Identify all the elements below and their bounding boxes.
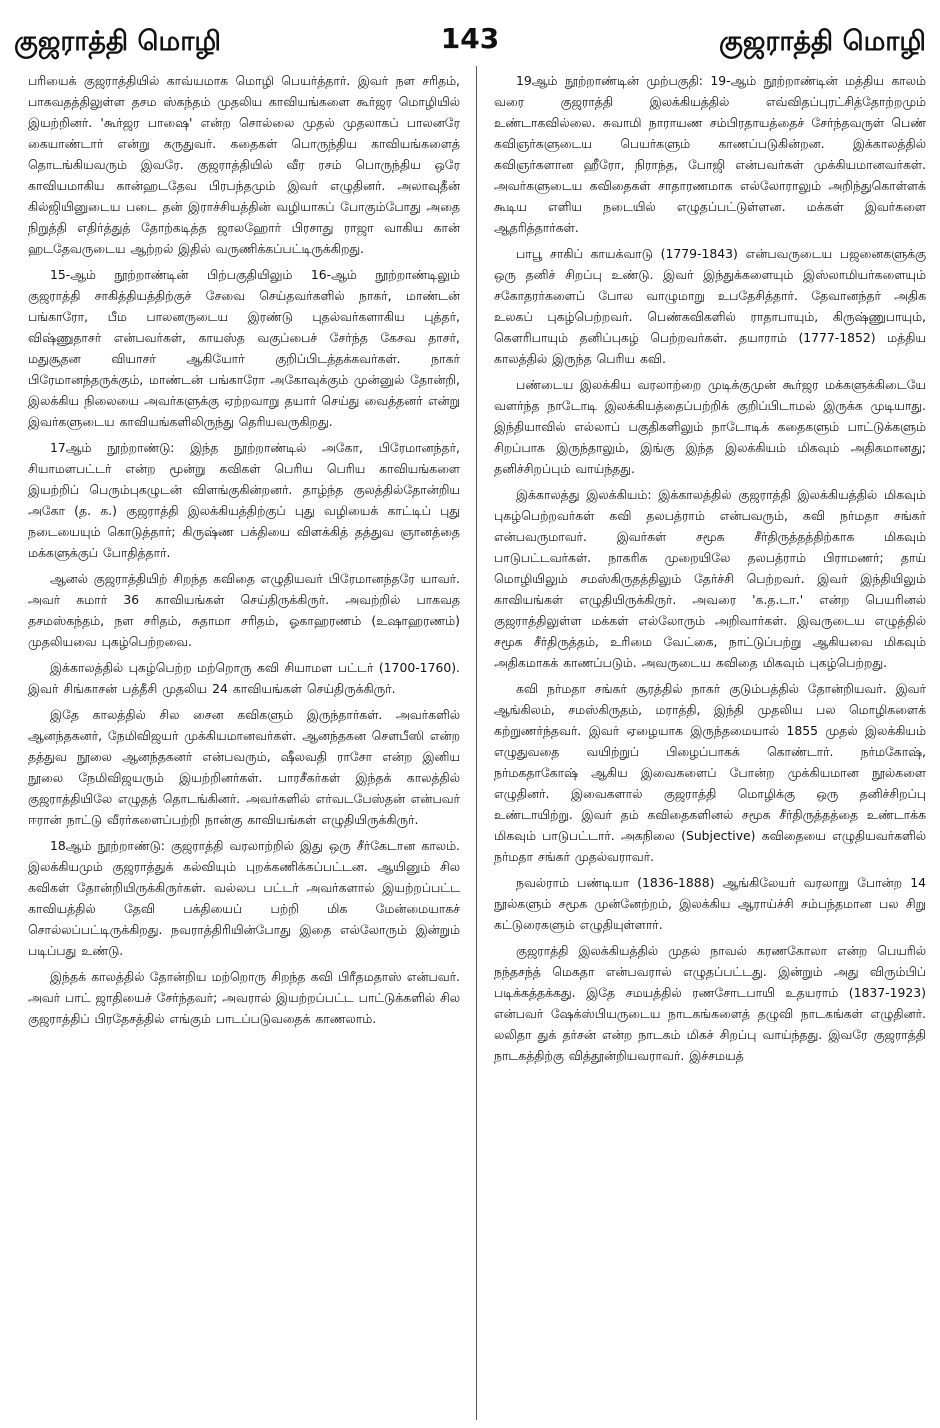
paragraph: 18ஆம் நூற்றாண்டு: குஜராத்தி வரலாற்றில் இது ஒரு சீர்கேடான காலம். இலக்கியமும் குஜராத்துக் கல்வியும் புறக்கணிக்கப்பட்டன. ஆயினும் சில கவிகள் தோன்றியிருக்கிருர்கள். வல்லப பட்டர் அவர்களால் இயற்றப்பட்ட காவியத்தில் தேவி பக்தியைப் பற்றி மிக மேன்மையாகச் சொல்லப்பட்டிருக்கிறது. நவராத்திரியின்போது இதை எல்லோரும் இன்றும் படிப்பது உண்டு.	[28, 838, 460, 958]
paragraph: பண்டைய இலக்கிய வரலாற்றை முடிக்குமுன் கூர்ஜர மக்களுக்கிடையே வளர்ந்த நாடோடி இலக்கியத்தைப்பற்றிக் குறிப்பிடாமல் இருக்க முடியாது. இந்தியாவில் எல்லாப் பகுதிகளிலும் நாடோடிக் கதைகளும் பாட்டுக்களும் சிறப்பாக இருந்தாலும், இங்கு இந்த இலக்கியம் மிகவும் அதிகமானது; தனிச்சிறப்பும் வாய்ந்தது.	[494, 377, 926, 476]
paragraph: குஜராத்தி இலக்கியத்தில் முதல் நாவல் கரணகோலா என்ற பெயரில் நந்தசந்த் மெகதா என்பவரால் எழுதப்பட்டது. இன்றும் அது விரும்பிப் படிக்கத்தக்கது. இதே சமயத்தில் ரணசோடபாயி உதயராம் (1837-1923) என்பவர் ஷேக்ஸ்பியருடைய நாடகங்களைத் தழுவி நாடகங்கள் எழுதினர். லலிதா துக் தர்சன் என்ற நாடகம் மிகச் சிறப்பு வாய்ந்தது. இவரே குஜராத்தி நாடகத்திற்கு வித்தூன்றியவராவர். இச்சமயத்	[494, 943, 926, 1063]
paragraph: பாபூ சாகிப் காயக்வாடு (1779-1843) என்பவருடைய பஜனைகளுக்கு ஒரு தனிச் சிறப்பு உண்டு. இவர் இந்துக்களையும் இஸ்லாமியர்களையும் சகோதரர்களைப் போல வாழுமாறு உபதேசித்தார். தேவானந்தர் அதிக உலகப் புகழ்பெற்றவர். பெண்கவிகளில் ராதாபாயும், கிருஷ்ணுபாயும், கௌரிபாயும் தனிப்புகழ் பெற்றவர்கள். தயாராம் (1777-1852) மத்திய காலத்தில் இருந்த பெரிய கவி.	[494, 246, 926, 366]
paragraph: பரியைக் குஜராத்தியில் காவ்யமாக மொழி பெயர்த்தார். இவர் நள சரிதம், பாகவதத்திலுள்ள தசம ஸ்கந்தம் முதலிய காவியங்களை கூர்ஜர மொழியில் இயற்றினர். 'கூர்ஜர பாஷை' என்ற சொல்லை முதல் முதலாகப் பாலனரே கையாண்டார் என்று கருதுவர். கதைகள் பொருந்திய காவியங்களைத் தொடங்கியவரும் இவரே. குஜராத்தியில் வீர ரசம் பொருந்திய ஒரே காவியமாகிய கான்ஹடதேவ பிரபந்தமும் இவர் எழுதினர். அலாவுதீன் கில்ஜியினுடைய படை தன் இராச்சியத்தின் வழியாகப் போகும்போது அதை நிறுத்தி எதிர்த்துத் தோற்கடித்த ஜாலஹோர் பிரசாது ராஜா வாகிய கான் ஹடதேவருடைய ஆற்றல் இதில் வருணிக்கப்பட்டிருக்கிறது.	[28, 73, 460, 256]
column-divider	[476, 66, 477, 1420]
paragraph: இக்காலத்து இலக்கியம்: இக்காலத்தில் குஜராத்தி இலக்கியத்தில் மிகவும் புகழ்பெற்றவர்கள் கவி தலபத்ராம் என்பவரும், கவி நர்மதா சங்கர் என்பவருமாவர். இவர்கள் சமூக சீர்திருத்தத்திற்காக மிகவும் பாடுபட்டவர்கள். நாகரிக முறையிலே தலபத்ராம் பிராமணர்; தாய் மொழியிலும் சமஸ்கிருதத்திலும் தேர்ச்சி பெற்றவர். இவர் இந்தியிலும் காவியங்கள் எழுதியிருக்கிருர். அவரை 'க.த.டா.' என்ற பெயரினல் குஜராத்திலுள்ள மக்கள் எல்லோரும் அறிவார்கள். இவருடைய எழுத்தில் சமூக சீர்திருத்தம், உரிமை வேட்கை, நாட்டுப்பற்று ஆகியவை மிகவும் அதிகமாகக் காணப்படும். அவருடைய கவிதை மிகவும் புகழ்பெற்றது.	[494, 487, 926, 670]
page-header	[0, 0, 940, 70]
left-column	[28, 70, 460, 1422]
running-title-right: குஜராத்தி மொழி	[719, 26, 926, 57]
paragraph: 17ஆம் நூற்றாண்டு: இந்த நூற்றாண்டில் அகோ, பிரேமானந்தர், சியாமளபட்டர் என்ற மூன்று கவிகள் பெரிய பெரிய காவியங்களை இயற்றிப் பெரும்புகழுடன் விளங்குகின்றனர். தாழ்ந்த குலத்தில்தோன்றிய அகோ (த. க.) குஜராத்தி இலக்கியத்திற்குப் புது வழியைக் காட்டிப் புது நடையையும் கொடுத்தார்; கிருஷ்ண பக்தியை விளக்கித் தத்துவ ஞானத்தை மக்களுக்குப் போதித்தார்.	[28, 440, 460, 560]
paragraph: இந்தக் காலத்தில் தோன்றிய மற்றொரு சிறந்த கவி பிரீதமதாஸ் என்பவர். அவர் பாட் ஜாதியைச் சேர்ந்தவர்; அவரால் இயற்றப்பட்ட பாட்டுக்களில் சில குஜராத்திப் பிரதேசத்தில் எங்கும் பாடப்படுவதைக் காணலாம்.	[28, 969, 460, 1026]
paragraph: 15-ஆம் நூற்றாண்டின் பிற்பகுதியிலும் 16-ஆம் நூற்றாண்டிலும் குஜராத்தி சாகித்தியத்திற்குச் சேவை செய்தவர்களில் நாகர், மாண்டன் பங்காரோ, பீம பாலனருடைய இரண்டு புதல்வர்களாகிய புத்தர், விஷ்ணுதாசர் என்பவர்கள், காயஸ்த வகுப்பைச் சேர்ந்த கேசவ தாசர், மதுசூதன வியாசர் ஆகியோர் குறிப்பிடத்தக்கவர்கள். நாகர் பிரேமானந்தருக்கும், மாண்டன் பங்காரோ அகோவுக்கும் முன்னுல் தோன்றி, இலக்கிய நிலையை அவர்களுக்கு ஏற்றவாறு தயார் செய்து வைத்தனர் என்று இவர்களுடைய காவியங்களிலிருந்து தெரியவருகிறது.	[28, 267, 460, 429]
paragraph: இதே காலத்தில் சில சைன கவிகளும் இருந்தார்கள். அவர்களில் ஆனந்தகனர், நேமிவிஜயர் முக்கியமானவர்கள். ஆனந்தகன சௌபீஸி என்ற தத்துவ நூலை ஆனந்தகனர் என்பவரும், ஷீலவதி ராசோ என்ற இனிய நூலை நேமிவிஜயரும் இயற்றினர்கள். பாரசீகர்கள் இந்தக் காலத்தில் குஜராத்தியிலே எழுதத் தொடங்கினர். அவர்களில் எர்வடபேஸ்தன் என்பவர் ஈரான் நாட்டு வீரர்களைப்பற்றி நான்கு காவியங்கள் எழுதியிருக்கிருர்.	[28, 707, 460, 827]
page-number: 143	[440, 22, 500, 55]
paragraph: கவி நர்மதா சங்கர் சூரத்தில் நாகர் குடும்பத்தில் தோன்றியவர். இவர் ஆங்கிலம், சமஸ்கிருதம், மராத்தி, இந்தி முதலிய பல மொழிகளைக் கற்றுணர்ந்தவர். இவர் ஏழையாக இருந்தமையால் 1855 முதல் இலக்கியம் எழுதுவதை வயிற்றுப் பிழைப்பாகக் கொண்டார். நர்மகோஷ், நர்மகதாகோஷ் ஆகிய இவைகளைப் போன்ற முக்கியமான நூல்களை எழுதினர். இவைகளால் குஜராத்தி மொழிக்கு ஒரு தனிச்சிறப்பு உண்டாயிற்று. இவர் தம் கவிதைகளினல் சமூக சீர்திருத்தத்தை உண்டாக்க மிகவும் பாடுபட்டார். அகநிலை (Subjective) கவிதையை எழுதியவர்களில் நர்மதா சங்கர் முதல்வராவர்.	[494, 681, 926, 864]
paragraph: 19ஆம் நூற்றாண்டின் முற்பகுதி: 19-ஆம் நூற்றாண்டின் மத்திய காலம் வரை குஜராத்தி இலக்கியத்தில் எவ்விதப்புரட்சித்தோற்றமும் உண்டாகவில்லை. சுவாமி நாராயண சம்பிரதாயத்தைச் சேர்ந்தவருள் பெண் கவிஞர்களுடைய பெயர்களும் காணப்படுகின்றன. இக்காலத்தில் கவிஞர்களான ஹீரோ, நிராந்த, போஜி என்பவர்கள் முக்கியமானவர்கள். அவர்களுடைய கவிதைகள் சாதாரணமாக எல்லோராலும் அறிந்துகொள்ளக் கூடிய எளிய நடையில் எழுதப்பட்டுள்ளன. மக்கள் இவர்களை ஆதரித்தார்கள்.	[494, 73, 926, 235]
paragraph: நவல்ராம் பண்டியா (1836-1888) ஆங்கிலேயர் வரலாறு போன்ற 14 நூல்களும் சமூக முன்னேற்றம், இலக்கிய ஆராய்ச்சி சம்பந்தமான பல சிறு கட்டுரைகளும் எழுதியுள்ளார்.	[494, 875, 926, 932]
paragraph: இக்காலத்தில் புகழ்பெற்ற மற்றொரு கவி சியாமள பட்டர் (1700-1760). இவர் சிங்காசன் பத்தீசி முதலிய 24 காவியங்கள் செய்திருக்கிருர்.	[28, 660, 460, 696]
right-column	[494, 70, 926, 1422]
paragraph: ஆனல் குஜராத்தியிற் சிறந்த கவிதை எழுதியவர் பிரேமானந்தரே யாவர். அவர் சுமார் 36 காவியங்கள் செய்திருக்கிருர். அவற்றில் பாகவத தசமஸ்கந்தம், நள சரிதம், சுதாமா சரிதம், ஓகாஹரணம் (உஷாஹரணம்) முதலியவை புகழ்பெற்றவை.	[28, 571, 460, 649]
running-title-left: குஜராத்தி மொழி	[14, 26, 221, 57]
